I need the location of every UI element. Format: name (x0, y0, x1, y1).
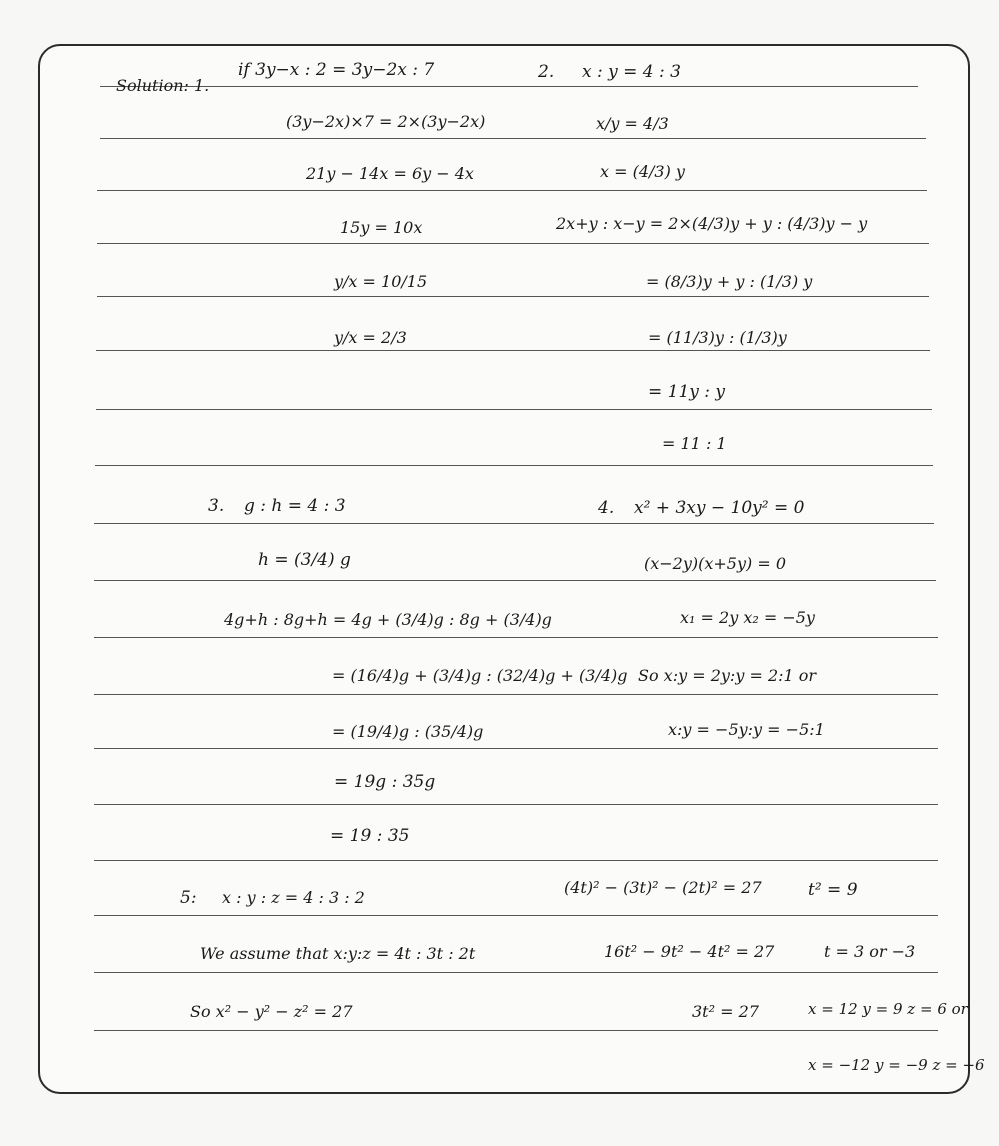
solution-label: Solution: 1. (116, 76, 210, 95)
ruled-line (96, 350, 930, 351)
problem4-number: 4. (598, 498, 615, 518)
problem3-line-5: = (19/4)g : (35/4)g (332, 722, 484, 741)
problem5-line-5: 16t² − 9t² − 4t² = 27 (604, 942, 775, 961)
problem2-number: 2. (538, 62, 555, 82)
problem4-line-4: So x:y = 2y:y = 2:1 or (638, 666, 817, 685)
problem1-line-5: y/x = 10/15 (334, 272, 428, 291)
ruled-line (100, 86, 918, 87)
problem4-line-5: x:y = −5y:y = −5:1 (668, 720, 825, 739)
ruled-line (94, 804, 938, 805)
ruled-line (97, 296, 929, 297)
problem4-line-2: (x−2y)(x+5y) = 0 (644, 554, 787, 573)
ruled-line (100, 138, 926, 139)
ruled-line (94, 694, 938, 695)
problem2-line-2: x/y = 4/3 (596, 114, 669, 133)
problem4-line-3: x₁ = 2y x₂ = −5y (680, 608, 815, 627)
problem5-line-7: t² = 9 (808, 880, 858, 900)
problem5-line-2: We assume that x:y:z = 4t : 3t : 2t (200, 944, 476, 963)
problem1-line-2: (3y−2x)×7 = 2×(3y−2x) (286, 112, 486, 131)
ruled-line (94, 1030, 938, 1031)
problem5-line-8: t = 3 or −3 (824, 942, 916, 961)
problem5-line-6: 3t² = 27 (692, 1002, 759, 1021)
problem5-line-1: x : y : z = 4 : 3 : 2 (222, 888, 365, 907)
problem3-line-2: h = (3/4) g (258, 550, 351, 570)
ruled-line (97, 243, 929, 244)
ruled-line (94, 748, 938, 749)
ruled-line (97, 190, 927, 191)
problem3-line-6: = 19g : 35g (334, 772, 436, 792)
problem1-line-4: 15y = 10x (340, 218, 423, 237)
problem5-line-10: x = −12 y = −9 z = −6 (808, 1056, 985, 1074)
problem3-line-3: 4g+h : 8g+h = 4g + (3/4)g : 8g + (3/4)g (224, 610, 552, 629)
problem3-line-7: = 19 : 35 (330, 826, 410, 846)
problem2-line-7: = 11y : y (648, 382, 726, 402)
ruled-line (96, 409, 932, 410)
problem5-number: 5: (180, 888, 197, 908)
ruled-line (94, 915, 938, 916)
problem2-line-8: = 11 : 1 (662, 434, 727, 453)
problem1-line-3: 21y − 14x = 6y − 4x (306, 164, 474, 183)
problem2-line-6: = (11/3)y : (1/3)y (648, 328, 787, 347)
problem2-line-1: x : y = 4 : 3 (582, 62, 681, 82)
ruled-line (94, 580, 936, 581)
ruled-line (95, 465, 933, 466)
ruled-line (94, 637, 938, 638)
problem2-line-3: x = (4/3) y (600, 162, 685, 181)
problem5-line-4: (4t)² − (3t)² − (2t)² = 27 (564, 878, 762, 897)
problem1-line-1: if 3y−x : 2 = 3y−2x : 7 (238, 60, 435, 80)
ruled-line (94, 972, 938, 973)
problem1-line-6: y/x = 2/3 (334, 328, 407, 347)
problem3-line-1: g : h = 4 : 3 (244, 496, 346, 516)
problem2-line-5: = (8/3)y + y : (1/3) y (646, 272, 813, 291)
problem3-line-4: = (16/4)g + (3/4)g : (32/4)g + (3/4)g (332, 666, 628, 685)
problem5-line-3: So x² − y² − z² = 27 (190, 1002, 353, 1021)
problem3-number: 3. (208, 496, 225, 516)
notebook-page (38, 44, 970, 1094)
problem2-line-4: 2x+y : x−y = 2×(4/3)y + y : (4/3)y − y (556, 214, 868, 233)
problem4-line-1: x² + 3xy − 10y² = 0 (634, 498, 805, 518)
ruled-line (94, 523, 934, 524)
ruled-line (94, 860, 938, 861)
problem5-line-9: x = 12 y = 9 z = 6 or (808, 1000, 968, 1018)
